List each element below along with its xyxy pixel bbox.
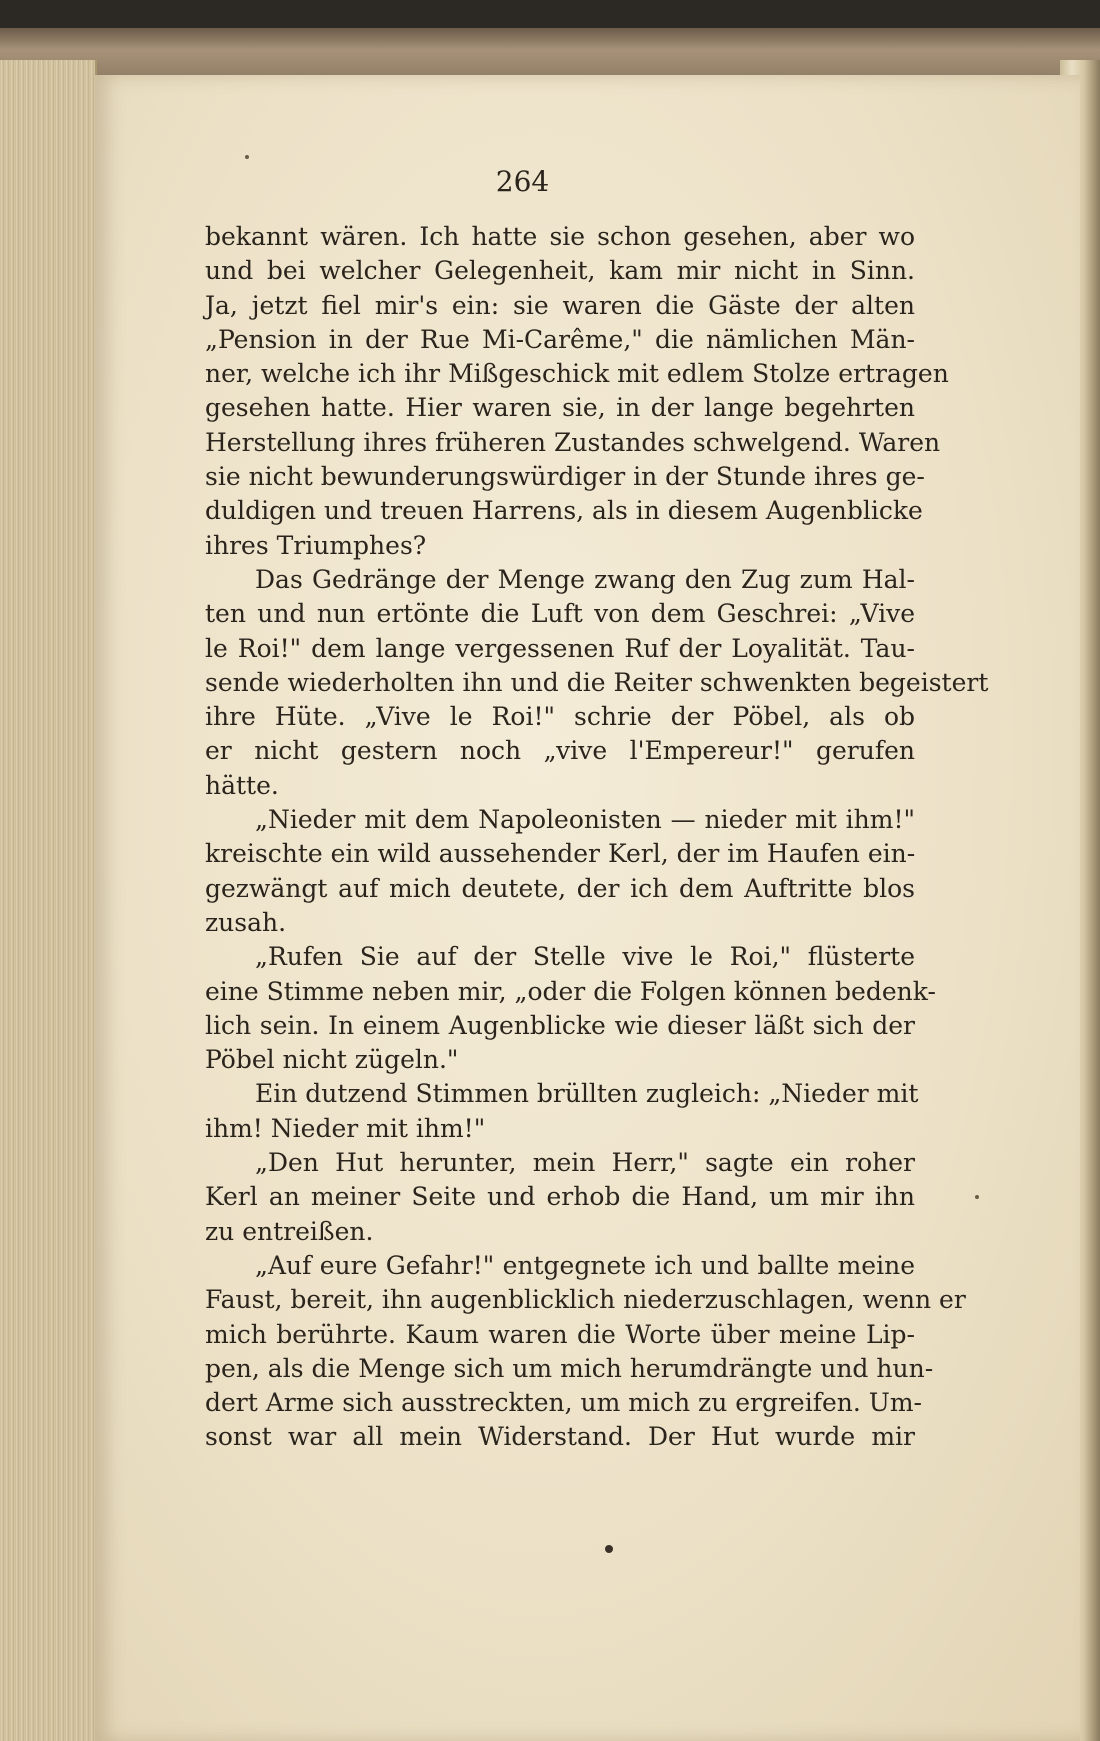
page-number: 264 — [495, 165, 550, 198]
text-line: kreischte ein wild aussehender Kerl, der im Haufen ein- — [205, 839, 916, 869]
book-page — [95, 75, 1080, 1741]
text-line: gezwängt auf mich deutete, der ich dem Auftritte blos — [205, 873, 915, 903]
text-line: Ein dutzend Stimmen brüllten zugleich: „Nieder mit — [255, 1079, 919, 1109]
text-line: zusah. — [205, 907, 287, 937]
text-line: Herstellung ihres früheren Zustandes schwelgend. Waren — [205, 427, 941, 457]
text-line: bekannt wären. Ich hatte sie schon gesehen, aber wo — [205, 222, 915, 251]
text-line: „Nieder mit dem Napoleonisten — nieder mit ihm!" — [255, 805, 915, 835]
text-line: Kerl an meiner Seite und erhob die Hand, um mir ihn — [205, 1182, 915, 1212]
text-line: „Den Hut herunter, mein Herr," sagte ein roher — [255, 1148, 915, 1178]
text-line: mich berührte. Kaum waren die Worte über meine Lip- — [205, 1319, 915, 1349]
text-line: sie nicht bewunderungswürdiger in der Stunde ihres ge- — [205, 462, 925, 492]
text-line: gesehen hatte. Hier waren sie, in der lange begehrten — [205, 393, 915, 423]
text-line: eine Stimme neben mir, „oder die Folgen können bedenk- — [205, 976, 936, 1006]
text-line: „Rufen Sie auf der Stelle vive le Roi," flüsterte — [255, 942, 915, 972]
text-line: ner, welche ich ihr Mißgeschick mit edlem Stolze ertragen — [205, 359, 949, 389]
text-line: Pöbel nicht zügeln." — [205, 1045, 459, 1075]
page-stack — [0, 60, 97, 1741]
text-line: Faust, bereit, ihn augenblicklich niederzuschlagen, wenn er — [205, 1285, 966, 1315]
text-line: „Pension in der Rue Mi-Carême," die nämlichen Män- — [205, 324, 915, 354]
text-line: und bei welcher Gelegenheit, kam mir nicht in Sinn. — [205, 256, 915, 286]
text-line: ten und nun ertönte die Luft von dem Geschrei: „Vive — [205, 599, 915, 629]
text-line: sende wiederholten ihn und die Reiter schwenkten begeistert — [205, 667, 989, 697]
text-line: Das Gedränge der Menge zwang den Zug zum Hal- — [255, 564, 915, 594]
page-text — [205, 220, 989, 1455]
text-line: Ja, jetzt fiel mir's ein: sie waren die Gäste der alten — [205, 290, 915, 320]
text-line: ihre Hüte. „Vive le Roi!" schrie der Pöbel, als ob — [205, 702, 915, 732]
text-line: ihm! Nieder mit ihm!" — [205, 1113, 486, 1143]
paper-speck — [975, 1195, 979, 1199]
text-line: pen, als die Menge sich um mich herumdrängte und hun- — [205, 1353, 934, 1383]
text-line: sonst war all mein Widerstand. Der Hut wurde mir — [205, 1422, 915, 1452]
text-line: „Auf eure Gefahr!" entgegnete ich und ballte meine — [255, 1250, 915, 1280]
text-line: dert Arme sich ausstreckten, um mich zu ergreifen. Um- — [205, 1388, 922, 1418]
text-line: lich sein. In einem Augenblicke wie dieser läßt sich der — [205, 1010, 915, 1040]
text-line: ihres Triumphes? — [205, 530, 427, 560]
text-line: duldigen und treuen Harrens, als in diesem Augenblicke — [205, 496, 923, 526]
text-line: le Roi!" dem lange vergessenen Ruf der Loyalität. Tau- — [205, 633, 915, 663]
ink-dot — [605, 1545, 613, 1553]
text-line: er nicht gestern noch „vive l'Empereur!" gerufen — [205, 736, 915, 766]
text-line: zu entreißen. — [205, 1216, 374, 1246]
paper-speck — [245, 155, 249, 159]
text-line: hätte. — [205, 770, 279, 800]
